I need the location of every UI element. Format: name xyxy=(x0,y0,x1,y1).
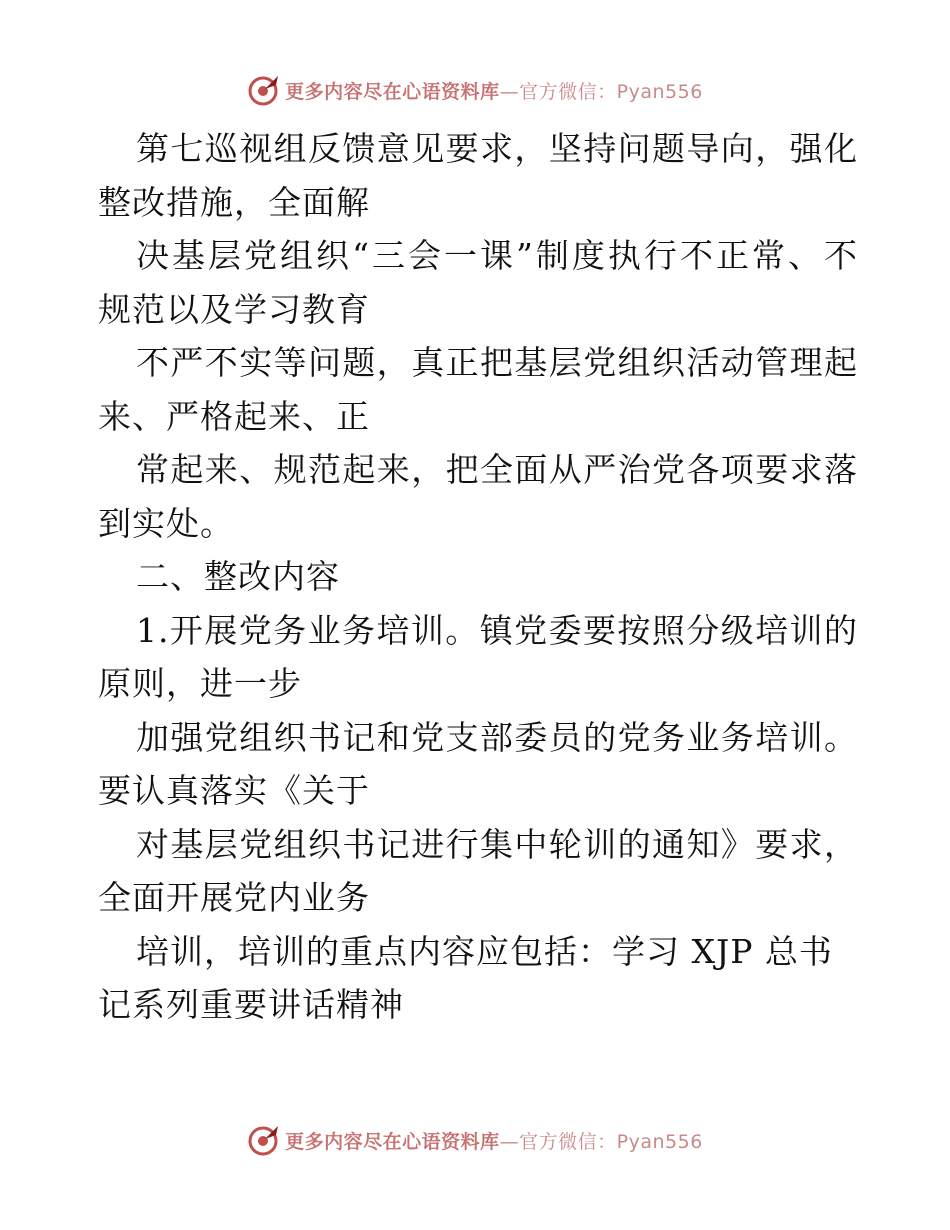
paragraph-line: 规范以及学习教育 xyxy=(98,289,370,329)
document-body xyxy=(98,122,858,1032)
paragraph-line: 记系列重要讲话精神 xyxy=(98,985,404,1024)
watermark-text: 更多内容尽在心语资料库—官方微信：Pyan556 xyxy=(285,80,703,103)
footer-watermark xyxy=(0,1120,950,1160)
paragraph-line: 全面开展党内业务 xyxy=(98,878,370,917)
paragraph-line: 到实处。 xyxy=(98,503,234,543)
paragraph-line: 加强党组织书记和党支部委员的党务业务培训。 xyxy=(136,717,858,757)
paragraph-line: 不严不实等问题，真正把基层党组织活动管理起 xyxy=(136,343,858,382)
paragraph-line: 来、严格起来、正 xyxy=(98,396,370,436)
paragraph-line: 整改措施，全面解 xyxy=(98,182,370,222)
paragraph-line: 培训，培训的重点内容应包括：学习 XJP 总书 xyxy=(136,931,833,971)
paragraph-line: 对基层党组织书记进行集中轮训的通知》要求， xyxy=(136,824,858,864)
watermark-text: 更多内容尽在心语资料库—官方微信：Pyan556 xyxy=(285,1130,703,1153)
header-watermark xyxy=(0,70,950,110)
paragraph-line: 要认真落实《关于 xyxy=(98,771,370,810)
section-heading: 二、整改内容 xyxy=(136,557,340,596)
quill-logo-icon xyxy=(247,1123,281,1157)
paragraph-line: 决基层党组织“三会一课”制度执行不正常、不 xyxy=(136,236,858,275)
paragraph-line: 常起来、规范起来，把全面从严治党各项要求落 xyxy=(136,450,858,489)
paragraph-line: 第七巡视组反馈意见要求，坚持问题导向，强化 xyxy=(136,129,858,168)
paragraph-line: 原则，进一步 xyxy=(98,664,302,703)
quill-logo-icon xyxy=(247,73,281,107)
paragraph-line: 1.开展党务业务培训。镇党委要按照分级培训的 xyxy=(136,610,858,650)
